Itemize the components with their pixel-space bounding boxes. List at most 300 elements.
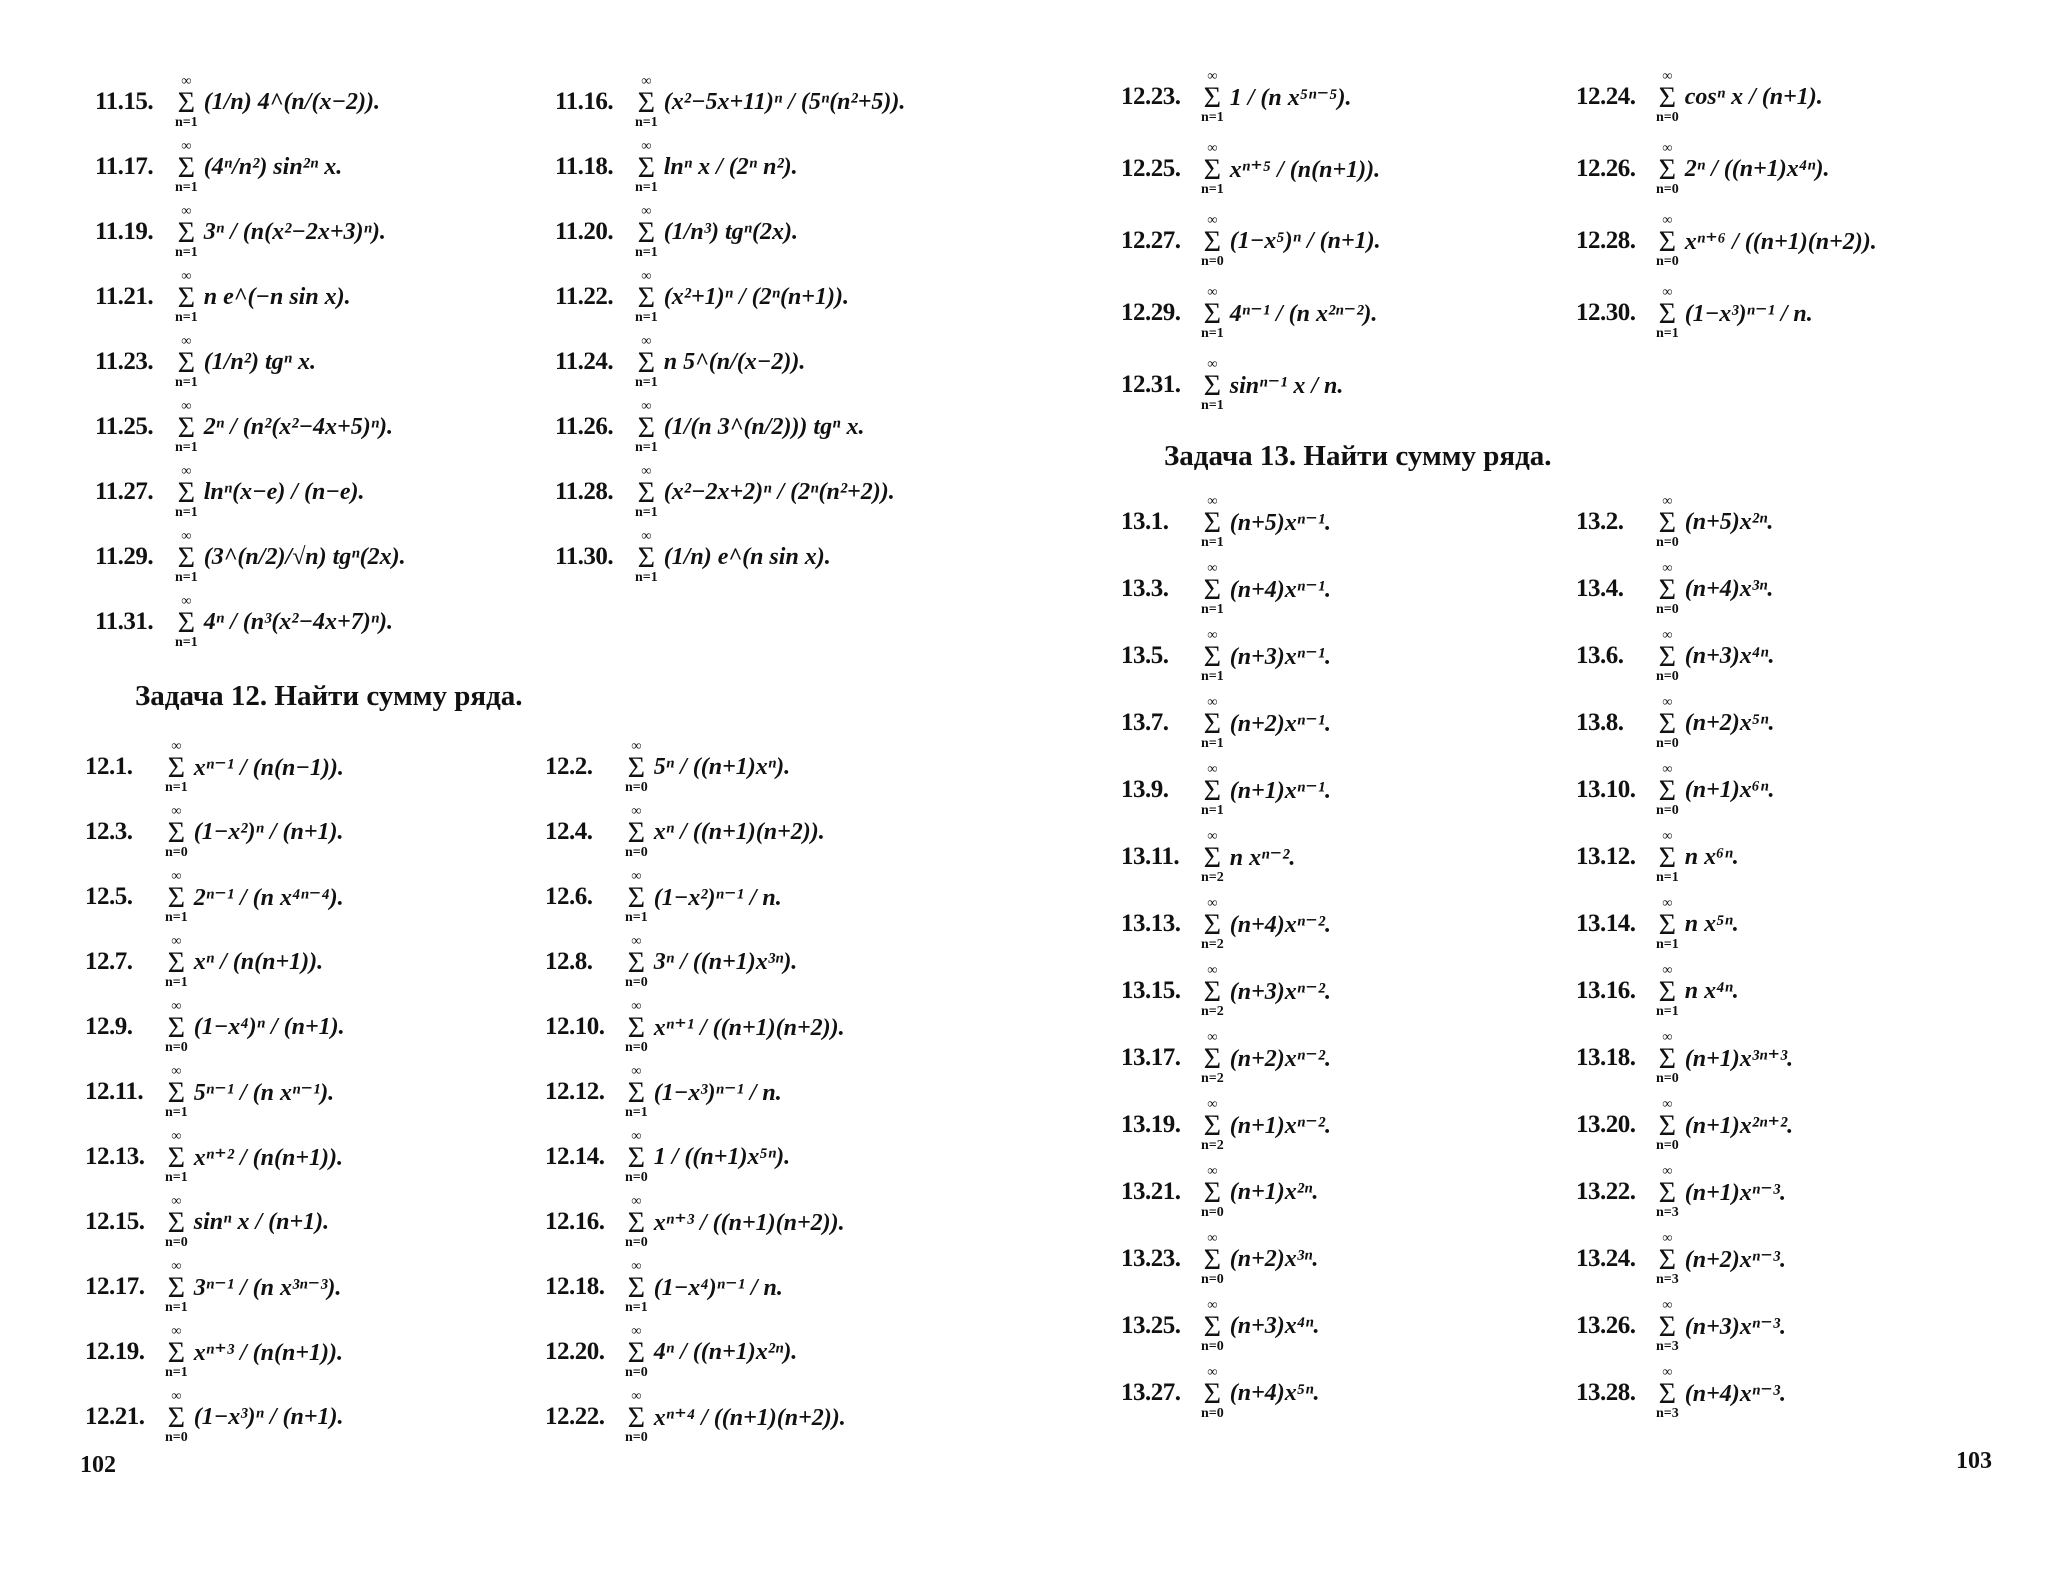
sum-upper-limit: ∞ [171, 1128, 182, 1144]
problem-item [1576, 490, 1773, 554]
sigma-symbol: ∞ Σ n=1 [635, 528, 658, 585]
sigma-symbol: ∞ Σ n=1 [175, 333, 198, 390]
sum-lower-limit: n=1 [165, 1299, 188, 1315]
sum-lower-limit: n=1 [635, 244, 658, 260]
sigma-symbol: ∞ Σ n=1 [165, 868, 188, 925]
sum-lower-limit: n=3 [1656, 1204, 1679, 1220]
sum-upper-limit: ∞ [1662, 140, 1673, 156]
sum-upper-limit: ∞ [1207, 284, 1218, 300]
sigma-symbol: ∞ Σ n=0 [1656, 1029, 1679, 1086]
sigma-symbol: ∞ Σ n=0 [165, 803, 188, 860]
sum-upper-limit: ∞ [181, 138, 192, 154]
problem-item [545, 1125, 790, 1189]
problem-number: 12.29. [1121, 299, 1181, 326]
series-term: (n+1)x²ⁿ⁺². [1684, 1113, 1794, 1139]
sigma-symbol: ∞ Σ n=0 [165, 1388, 188, 1445]
problem-item [1121, 959, 1331, 1023]
problem-item [1576, 1093, 1793, 1157]
problem-number: 12.24. [1576, 83, 1636, 110]
series-term: 5ⁿ / ((n+1)xⁿ). [653, 753, 791, 780]
sigma-symbol: ∞ Σ n=1 [625, 868, 648, 925]
problem-item [85, 1190, 329, 1254]
sum-lower-limit: n=2 [1201, 1070, 1224, 1086]
sigma-symbol: ∞ Σ n=0 [625, 1193, 648, 1250]
problem-number: 13.27. [1121, 1379, 1181, 1406]
sum-lower-limit: n=1 [165, 1104, 188, 1120]
sigma-symbol: ∞ Σ n=0 [625, 1323, 648, 1380]
series-term: (n+1)x³ⁿ⁺³. [1684, 1046, 1794, 1072]
sigma-symbol: ∞ Σ n=0 [625, 1388, 648, 1445]
problem-item [1121, 1361, 1319, 1425]
problem-item [1121, 1160, 1318, 1224]
sigma-symbol: ∞ Σ n=3 [1656, 1364, 1679, 1421]
sigma-symbol: ∞ Σ n=0 [625, 738, 648, 795]
sigma-symbol: ∞ Σ n=1 [1201, 627, 1224, 684]
problem-number: 12.1. [85, 753, 133, 780]
series-term: (1−x²)ⁿ⁻¹ / n. [653, 885, 782, 911]
problem-number: 12.18. [545, 1273, 605, 1300]
sum-lower-limit: n=0 [165, 844, 188, 860]
series-term: (n+4)xⁿ⁻¹. [1229, 577, 1331, 603]
sum-upper-limit: ∞ [631, 1258, 642, 1274]
problem-number: 13.21. [1121, 1178, 1181, 1205]
series-term: n x⁶ⁿ. [1684, 843, 1739, 870]
sigma-symbol: ∞ Σ n=1 [165, 1063, 188, 1120]
series-term: (n+5)xⁿ⁻¹. [1229, 510, 1331, 536]
problem-number: 12.14. [545, 1143, 605, 1170]
series-term: sinⁿ x / (n+1). [193, 1208, 330, 1235]
sum-upper-limit: ∞ [1662, 284, 1673, 300]
sum-lower-limit: n=0 [1656, 109, 1679, 125]
sum-upper-limit: ∞ [1207, 140, 1218, 156]
sigma-symbol: ∞ Σ n=1 [165, 1258, 188, 1315]
problem-number: 12.9. [85, 1013, 133, 1040]
series-term: (n+4)xⁿ⁻³. [1684, 1381, 1786, 1407]
sigma-symbol: ∞ Σ n=0 [625, 933, 648, 990]
problem-number: 11.16. [555, 88, 614, 115]
problem-number: 13.3. [1121, 575, 1169, 602]
sum-upper-limit: ∞ [1662, 761, 1673, 777]
sum-lower-limit: n=1 [1656, 869, 1679, 885]
sum-lower-limit: n=1 [175, 634, 198, 650]
problem-item [95, 135, 342, 199]
problem-number: 13.10. [1576, 776, 1636, 803]
problem-item [1121, 1294, 1319, 1358]
problem-item [555, 395, 864, 459]
series-term: (n+3)xⁿ⁻³. [1684, 1314, 1786, 1340]
problem-item [545, 735, 790, 799]
problem-item [85, 1385, 344, 1449]
sigma-symbol: ∞ Σ n=0 [1201, 1163, 1224, 1220]
series-term: xⁿ / (n(n+1)). [193, 948, 324, 975]
problem-item [545, 995, 845, 1059]
problem-number: 13.23. [1121, 1245, 1181, 1272]
right-page [1036, 0, 2072, 1579]
sigma-symbol: ∞ Σ n=0 [1656, 761, 1679, 818]
problem-item [85, 800, 344, 864]
page-number-right: 103 [1956, 1448, 1992, 1474]
sum-lower-limit: n=0 [1201, 1271, 1224, 1287]
sum-upper-limit: ∞ [1207, 627, 1218, 643]
sum-upper-limit: ∞ [1662, 962, 1673, 978]
problem-item [1576, 825, 1739, 889]
sum-upper-limit: ∞ [641, 333, 652, 349]
sum-upper-limit: ∞ [631, 1193, 642, 1209]
sigma-symbol: ∞ Σ n=1 [1201, 356, 1224, 413]
sum-lower-limit: n=0 [625, 1169, 648, 1185]
sum-lower-limit: n=1 [635, 179, 658, 195]
problem-item [85, 1320, 343, 1384]
sigma-symbol: ∞ Σ n=0 [165, 1193, 188, 1250]
problem-item [1121, 209, 1381, 273]
sum-upper-limit: ∞ [1207, 493, 1218, 509]
sum-upper-limit: ∞ [631, 1063, 642, 1079]
sigma-symbol: ∞ Σ n=1 [175, 73, 198, 130]
series-term: xⁿ⁺⁶ / ((n+1)(n+2)). [1684, 229, 1877, 255]
problem-item [545, 1320, 797, 1384]
sum-upper-limit: ∞ [1207, 68, 1218, 84]
problem-number: 11.24. [555, 348, 614, 375]
problem-number: 11.15. [95, 88, 154, 115]
series-term: (n+2)xⁿ⁻¹. [1229, 711, 1331, 737]
sum-upper-limit: ∞ [631, 803, 642, 819]
sum-upper-limit: ∞ [1207, 895, 1218, 911]
sigma-symbol: ∞ Σ n=1 [1201, 761, 1224, 818]
sum-lower-limit: n=2 [1201, 936, 1224, 952]
series-term: (n+2)x⁵ⁿ. [1684, 709, 1775, 736]
sum-upper-limit: ∞ [1207, 356, 1218, 372]
problem-item [85, 1255, 341, 1319]
sum-upper-limit: ∞ [1207, 1297, 1218, 1313]
series-term: n 5^(n/(x−2)). [663, 348, 806, 375]
series-term: (x²−5x+11)ⁿ / (5ⁿ(n²+5)). [663, 88, 906, 115]
sum-upper-limit: ∞ [1662, 1230, 1673, 1246]
problem-number: 11.19. [95, 218, 154, 245]
sigma-symbol: ∞ Σ n=0 [1656, 493, 1679, 550]
sum-lower-limit: n=1 [175, 179, 198, 195]
series-term: lnⁿ(x−e) / (n−e). [203, 478, 365, 505]
sum-upper-limit: ∞ [631, 1323, 642, 1339]
problem-number: 11.21. [95, 283, 154, 310]
sigma-symbol: ∞ Σ n=0 [1656, 212, 1679, 269]
series-term: n x⁵ⁿ. [1684, 910, 1739, 937]
problem-item [1576, 1227, 1786, 1291]
series-term: (n+2)x³ⁿ. [1229, 1245, 1319, 1272]
problem-number: 11.29. [95, 543, 154, 570]
sigma-symbol: ∞ Σ n=1 [635, 463, 658, 520]
problem-number: 12.27. [1121, 227, 1181, 254]
sigma-symbol: ∞ Σ n=1 [1201, 68, 1224, 125]
series-term: (1/n³) tgⁿ(2x). [663, 218, 798, 245]
problem-number: 13.15. [1121, 977, 1181, 1004]
series-term: 3ⁿ / ((n+1)x³ⁿ). [653, 948, 798, 975]
sum-upper-limit: ∞ [1207, 212, 1218, 228]
problem-item [1576, 892, 1739, 956]
series-term: 1 / ((n+1)x⁵ⁿ). [653, 1143, 791, 1170]
sum-lower-limit: n=0 [625, 1039, 648, 1055]
problem-item [95, 330, 316, 394]
problem-number: 13.7. [1121, 709, 1169, 736]
series-term: n e^(−n sin x). [203, 283, 351, 310]
sigma-symbol: ∞ Σ n=3 [1656, 1163, 1679, 1220]
sum-upper-limit: ∞ [641, 73, 652, 89]
sigma-symbol: ∞ Σ n=3 [1656, 1230, 1679, 1287]
sum-lower-limit: n=1 [175, 244, 198, 260]
sigma-symbol: ∞ Σ n=1 [635, 398, 658, 455]
problem-number: 13.25. [1121, 1312, 1181, 1339]
series-term: (n+1)x²ⁿ. [1229, 1178, 1319, 1205]
problem-number: 12.20. [545, 1338, 605, 1365]
problem-item [1576, 959, 1739, 1023]
sigma-symbol: ∞ Σ n=1 [635, 203, 658, 260]
problem-number: 13.24. [1576, 1245, 1636, 1272]
sum-upper-limit: ∞ [641, 203, 652, 219]
problem-item [95, 70, 380, 134]
problem-number: 11.31. [95, 608, 154, 635]
series-term: (n+3)x⁴ⁿ. [1684, 642, 1775, 669]
sigma-symbol: ∞ Σ n=0 [1656, 140, 1679, 197]
sum-upper-limit: ∞ [181, 203, 192, 219]
sum-upper-limit: ∞ [181, 593, 192, 609]
sigma-symbol: ∞ Σ n=1 [175, 203, 198, 260]
problem-item [545, 865, 782, 929]
sigma-symbol: ∞ Σ n=1 [175, 138, 198, 195]
problem-number: 12.5. [85, 883, 133, 910]
problem-item [85, 995, 345, 1059]
sum-lower-limit: n=1 [165, 1364, 188, 1380]
series-term: (n+1)xⁿ⁻³. [1684, 1180, 1786, 1206]
sum-upper-limit: ∞ [641, 463, 652, 479]
sum-upper-limit: ∞ [181, 398, 192, 414]
sum-upper-limit: ∞ [181, 463, 192, 479]
problem-number: 11.25. [95, 413, 154, 440]
problem-item [85, 1060, 334, 1124]
problem-item [545, 800, 825, 864]
sum-lower-limit: n=1 [1201, 735, 1224, 751]
series-term: (1/n) 4^(n/(x−2)). [203, 88, 380, 115]
problem-item [1576, 1361, 1786, 1425]
series-term: n xⁿ⁻². [1229, 845, 1296, 871]
sum-lower-limit: n=1 [625, 1104, 648, 1120]
sum-upper-limit: ∞ [181, 333, 192, 349]
sum-upper-limit: ∞ [171, 1323, 182, 1339]
problem-number: 13.14. [1576, 910, 1636, 937]
series-term: (n+5)x²ⁿ. [1684, 508, 1774, 535]
sum-upper-limit: ∞ [631, 1388, 642, 1404]
problem-number: 12.30. [1576, 299, 1636, 326]
sigma-symbol: ∞ Σ n=2 [1201, 1096, 1224, 1153]
sum-lower-limit: n=1 [1201, 109, 1224, 125]
series-term: cosⁿ x / (n+1). [1684, 83, 1823, 110]
problem-number: 13.1. [1121, 508, 1169, 535]
sigma-symbol: ∞ Σ n=1 [175, 268, 198, 325]
sum-lower-limit: n=0 [625, 1364, 648, 1380]
sum-upper-limit: ∞ [1662, 627, 1673, 643]
problem-number: 12.11. [85, 1078, 144, 1105]
section-12-heading: Задача 12. Найти сумму ряда. [135, 680, 523, 712]
sum-upper-limit: ∞ [171, 1258, 182, 1274]
sum-lower-limit: n=1 [175, 569, 198, 585]
problem-number: 12.16. [545, 1208, 605, 1235]
series-term: 4ⁿ / (n³(x²−4x+7)ⁿ). [203, 608, 394, 635]
sum-lower-limit: n=1 [165, 974, 188, 990]
problem-item [1121, 1093, 1331, 1157]
sum-upper-limit: ∞ [1662, 895, 1673, 911]
series-term: xⁿ⁺³ / (n(n+1)). [193, 1340, 343, 1366]
sum-lower-limit: n=1 [635, 114, 658, 130]
sigma-symbol: ∞ Σ n=1 [165, 1128, 188, 1185]
problem-number: 12.6. [545, 883, 593, 910]
problem-number: 11.22. [555, 283, 614, 310]
problem-item [545, 930, 797, 994]
problem-item [1121, 825, 1295, 889]
problem-item [1121, 1026, 1331, 1090]
series-term: xⁿ⁻¹ / (n(n−1)). [193, 755, 344, 781]
series-term: xⁿ⁺⁵ / (n(n+1)). [1229, 157, 1381, 183]
sum-upper-limit: ∞ [181, 268, 192, 284]
problem-number: 12.19. [85, 1338, 145, 1365]
problem-number: 13.28. [1576, 1379, 1636, 1406]
problem-item [1576, 1294, 1786, 1358]
problem-number: 12.22. [545, 1403, 605, 1430]
problem-item [1121, 758, 1331, 822]
problem-number: 12.2. [545, 753, 593, 780]
sum-upper-limit: ∞ [1662, 1163, 1673, 1179]
problem-number: 13.17. [1121, 1044, 1181, 1071]
problem-number: 12.13. [85, 1143, 145, 1170]
problem-item [555, 70, 905, 134]
sum-lower-limit: n=0 [1656, 601, 1679, 617]
series-term: (n+4)xⁿ⁻². [1229, 912, 1331, 938]
problem-number: 13.5. [1121, 642, 1169, 669]
sum-upper-limit: ∞ [631, 1128, 642, 1144]
problem-number: 13.12. [1576, 843, 1636, 870]
problem-number: 12.7. [85, 948, 133, 975]
problem-item [1576, 758, 1774, 822]
sigma-symbol: ∞ Σ n=1 [625, 1258, 648, 1315]
series-term: (x²+1)ⁿ / (2ⁿ(n+1)). [663, 283, 849, 310]
problem-number: 11.17. [95, 153, 154, 180]
sum-upper-limit: ∞ [171, 998, 182, 1014]
problem-number: 12.31. [1121, 371, 1181, 398]
sum-lower-limit: n=0 [1201, 1405, 1224, 1421]
sum-upper-limit: ∞ [1662, 68, 1673, 84]
series-term: (n+1)xⁿ⁻². [1229, 1113, 1331, 1139]
problem-item [85, 930, 323, 994]
problem-item [95, 460, 365, 524]
series-term: xⁿ⁺¹ / ((n+1)(n+2)). [653, 1015, 845, 1041]
series-term: (1−x⁴)ⁿ / (n+1). [193, 1013, 345, 1040]
sum-lower-limit: n=1 [1201, 601, 1224, 617]
problem-number: 11.18. [555, 153, 614, 180]
sigma-symbol: ∞ Σ n=1 [165, 738, 188, 795]
sigma-symbol: ∞ Σ n=1 [175, 593, 198, 650]
sum-lower-limit: n=0 [1656, 181, 1679, 197]
sum-lower-limit: n=1 [1656, 325, 1679, 341]
sum-upper-limit: ∞ [1662, 1096, 1673, 1112]
sum-upper-limit: ∞ [1207, 1096, 1218, 1112]
sum-upper-limit: ∞ [1207, 694, 1218, 710]
sum-upper-limit: ∞ [1207, 1364, 1218, 1380]
sum-upper-limit: ∞ [1662, 1297, 1673, 1313]
sum-lower-limit: n=1 [1656, 1003, 1679, 1019]
problem-number: 12.28. [1576, 227, 1636, 254]
series-term: (n+3)xⁿ⁻¹. [1229, 644, 1331, 670]
sigma-symbol: ∞ Σ n=1 [165, 1323, 188, 1380]
series-term: 3ⁿ⁻¹ / (n x³ⁿ⁻³). [193, 1275, 342, 1301]
sum-lower-limit: n=1 [175, 439, 198, 455]
problem-number: 13.4. [1576, 575, 1624, 602]
sum-lower-limit: n=0 [1656, 668, 1679, 684]
sum-lower-limit: n=0 [1656, 735, 1679, 751]
sigma-symbol: ∞ Σ n=0 [625, 998, 648, 1055]
series-term: (x²−2x+2)ⁿ / (2ⁿ(n²+2)). [663, 478, 895, 505]
sum-lower-limit: n=0 [165, 1234, 188, 1250]
series-term: 2ⁿ⁻¹ / (n x⁴ⁿ⁻⁴). [193, 885, 344, 911]
series-term: (n+3)x⁴ⁿ. [1229, 1312, 1320, 1339]
sum-upper-limit: ∞ [1662, 1364, 1673, 1380]
sum-upper-limit: ∞ [1207, 1029, 1218, 1045]
problem-item [1121, 490, 1331, 554]
sigma-symbol: ∞ Σ n=0 [1656, 627, 1679, 684]
series-term: (n+3)xⁿ⁻². [1229, 979, 1331, 1005]
problem-item [1576, 557, 1773, 621]
problem-number: 12.23. [1121, 83, 1181, 110]
series-term: 4ⁿ⁻¹ / (n x²ⁿ⁻²). [1229, 301, 1378, 327]
sigma-symbol: ∞ Σ n=1 [1656, 962, 1679, 1019]
sigma-symbol: ∞ Σ n=2 [1201, 962, 1224, 1019]
sigma-symbol: ∞ Σ n=0 [165, 998, 188, 1055]
series-term: xⁿ⁺⁴ / ((n+1)(n+2)). [653, 1405, 846, 1431]
sigma-symbol: ∞ Σ n=0 [625, 803, 648, 860]
sum-lower-limit: n=1 [1201, 181, 1224, 197]
problem-item [1121, 691, 1331, 755]
problem-item [1576, 1026, 1793, 1090]
sum-upper-limit: ∞ [1662, 560, 1673, 576]
sum-lower-limit: n=1 [625, 1299, 648, 1315]
sum-upper-limit: ∞ [171, 803, 182, 819]
problem-item [85, 735, 344, 799]
series-term: (n+4)x³ⁿ. [1684, 575, 1774, 602]
sum-upper-limit: ∞ [1207, 560, 1218, 576]
sigma-symbol: ∞ Σ n=1 [1656, 284, 1679, 341]
series-term: (n+1)x⁶ⁿ. [1684, 776, 1775, 803]
problem-item [1121, 281, 1377, 345]
sigma-symbol: ∞ Σ n=1 [175, 463, 198, 520]
sum-lower-limit: n=1 [165, 1169, 188, 1185]
problem-number: 13.2. [1576, 508, 1624, 535]
sigma-symbol: ∞ Σ n=1 [635, 268, 658, 325]
sigma-symbol: ∞ Σ n=0 [1656, 68, 1679, 125]
series-term: (1−x³)ⁿ⁻¹ / n. [1684, 301, 1813, 327]
sigma-symbol: ∞ Σ n=1 [175, 398, 198, 455]
sum-lower-limit: n=0 [1656, 253, 1679, 269]
sum-lower-limit: n=0 [625, 1429, 648, 1445]
problem-number: 13.13. [1121, 910, 1181, 937]
problem-item [1576, 624, 1774, 688]
sigma-symbol: ∞ Σ n=0 [1656, 1096, 1679, 1153]
sum-lower-limit: n=1 [175, 309, 198, 325]
sum-upper-limit: ∞ [1207, 761, 1218, 777]
sum-upper-limit: ∞ [631, 738, 642, 754]
sum-upper-limit: ∞ [1662, 1029, 1673, 1045]
sum-lower-limit: n=1 [1201, 668, 1224, 684]
series-term: (1−x⁵)ⁿ / (n+1). [1229, 227, 1381, 254]
sigma-symbol: ∞ Σ n=1 [1201, 694, 1224, 751]
sum-lower-limit: n=1 [1656, 936, 1679, 952]
sigma-symbol: ∞ Σ n=2 [1201, 828, 1224, 885]
problem-item [95, 265, 351, 329]
